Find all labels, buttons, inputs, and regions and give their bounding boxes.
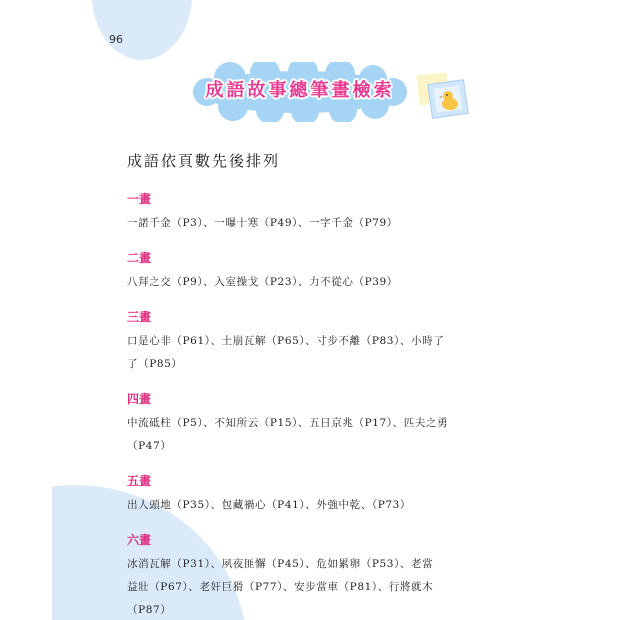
idiom-entries: 八拜之交（P9）、入室操戈（P23）、力不從心（P39） [127, 276, 398, 288]
title-cloud [185, 62, 415, 122]
stroke-label: 六畫 [127, 533, 152, 547]
stroke-section-2 [127, 249, 477, 294]
stroke-label: 五畫 [127, 474, 152, 488]
stroke-section-4 [127, 390, 477, 458]
stroke-label: 四畫 [127, 392, 152, 406]
notepad-bird-icon [412, 70, 474, 122]
idiom-entries: 中流砥柱（P5）、不知所云（P15）、五日京兆（P17）、匹夫之勇 （P47） [127, 417, 449, 452]
stroke-section-1 [127, 190, 477, 235]
stroke-label: 一畫 [127, 192, 152, 206]
stroke-section-3 [127, 308, 477, 376]
idiom-entries: 冰消瓦解（P31）、夙夜匪懈（P45）、危如累卵（P53）、老當 益壯（P67）、老奸巨猾（P77）、安步當車（P81）、行將就木 （P87） [127, 558, 434, 616]
idiom-entries: 口是心非（P61）、土崩瓦解（P65）、寸步不離（P83）、小時了 了（P85） [127, 335, 445, 370]
stroke-section-5 [127, 472, 477, 517]
stroke-section-6 [127, 531, 477, 620]
page-number: 96 [109, 33, 123, 46]
stroke-label: 三畫 [127, 310, 152, 324]
book-page [52, 0, 568, 620]
page-title: 成語故事總筆畫檢索 [205, 80, 395, 101]
index-list [127, 190, 477, 620]
idiom-entries: 一諾千金（P3）、一曝十寒（P49）、一字千金（P79） [127, 217, 398, 229]
stroke-label: 二畫 [127, 251, 152, 265]
decorative-blob-top [92, 0, 192, 60]
section-heading: 成語依頁數先後排列 [127, 152, 281, 170]
idiom-entries: 出人頭地（P35）、包藏禍心（P41）、外強中乾、（P73） [127, 499, 412, 511]
